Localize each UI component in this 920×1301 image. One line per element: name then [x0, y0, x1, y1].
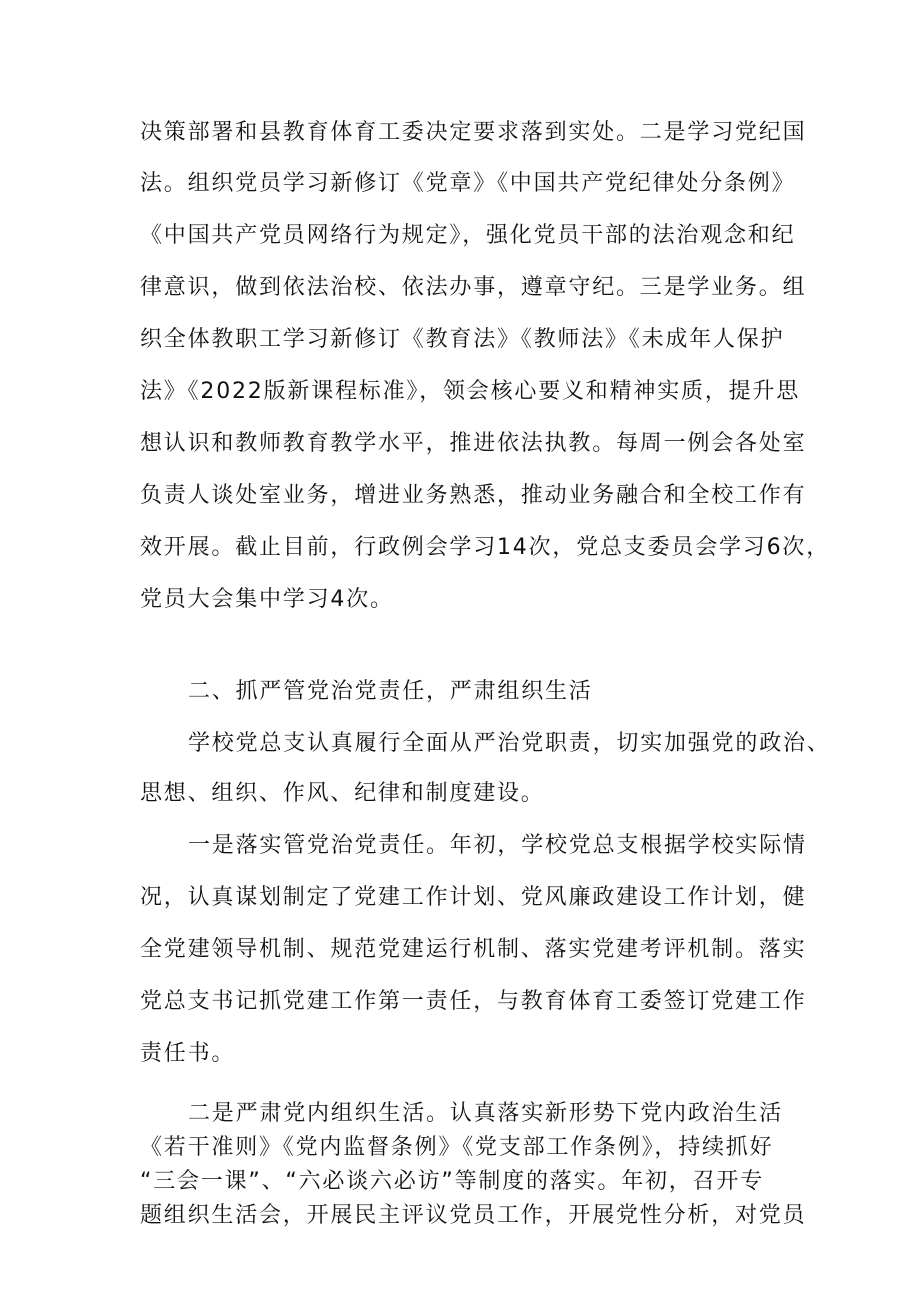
- section-heading: 二、抓严管党治党责任，严肃组织生活: [188, 679, 593, 704]
- body-text-line: 织全体教职工学习新修订《教育法》《教师法》《未成年人保护: [140, 327, 785, 352]
- body-text-line: 学校党总支认真履行全面从严治党职责，切实加强党的政治、: [188, 731, 831, 756]
- body-text-line: 题组织生活会，开展民主评议党员工作，开展党性分析，对党员: [140, 1203, 807, 1228]
- body-text-line: 负责人谈处室业务，增进业务熟悉，推动业务融合和全校工作有: [140, 483, 807, 508]
- body-text-line: 想认识和教师教育教学水平，推进依法执教。每周一例会各处室: [140, 431, 807, 456]
- body-text-line: 党总支书记抓党建工作第一责任，与教育体育工委签订党建工作: [140, 989, 807, 1014]
- body-text-line: 思想、组织、作风、纪律和制度建设。: [140, 781, 545, 806]
- body-text-line: 一是落实管党治党责任。年初，学校党总支根据学校实际情: [188, 833, 807, 858]
- body-text-line: 二是严肃党内组织生活。认真落实新形势下党内政治生活: [188, 1101, 784, 1126]
- body-text-line: 责任书。: [140, 1041, 236, 1066]
- body-text-line: 况，认真谋划制定了党建工作计划、党风廉政建设工作计划，健: [140, 885, 807, 910]
- body-text-line: 法》《2022版新课程标准》，领会核心要义和精神实质，提升思: [140, 379, 800, 404]
- body-text-line: “三会一课”、“六必谈六必访”等制度的落实。年初，召开专: [140, 1169, 764, 1194]
- body-text-line: 党员大会集中学习4次。: [140, 587, 394, 612]
- body-text-line: 全党建领导机制、规范党建运行机制、落实党建考评机制。落实: [140, 937, 807, 962]
- body-text-line: 法。组织党员学习新修订《党章》《中国共产党纪律处分条例》: [140, 171, 796, 196]
- body-text-line: 《中国共产党员网络行为规定》，强化党员干部的法治观念和纪: [140, 223, 796, 248]
- body-text-line: 决策部署和县教育体育工委决定要求落到实处。二是学习党纪国: [140, 120, 807, 145]
- body-text-line: 《若干准则》《党内监督条例》《党支部工作条例》，持续抓好: [140, 1135, 774, 1160]
- body-text-line: 律意识，做到依法治校、依法办事，遵章守纪。三是学业务。组: [140, 275, 807, 300]
- body-text-line: 效开展。截止目前，行政例会学习14次，党总支委员会学习6次，: [140, 535, 830, 560]
